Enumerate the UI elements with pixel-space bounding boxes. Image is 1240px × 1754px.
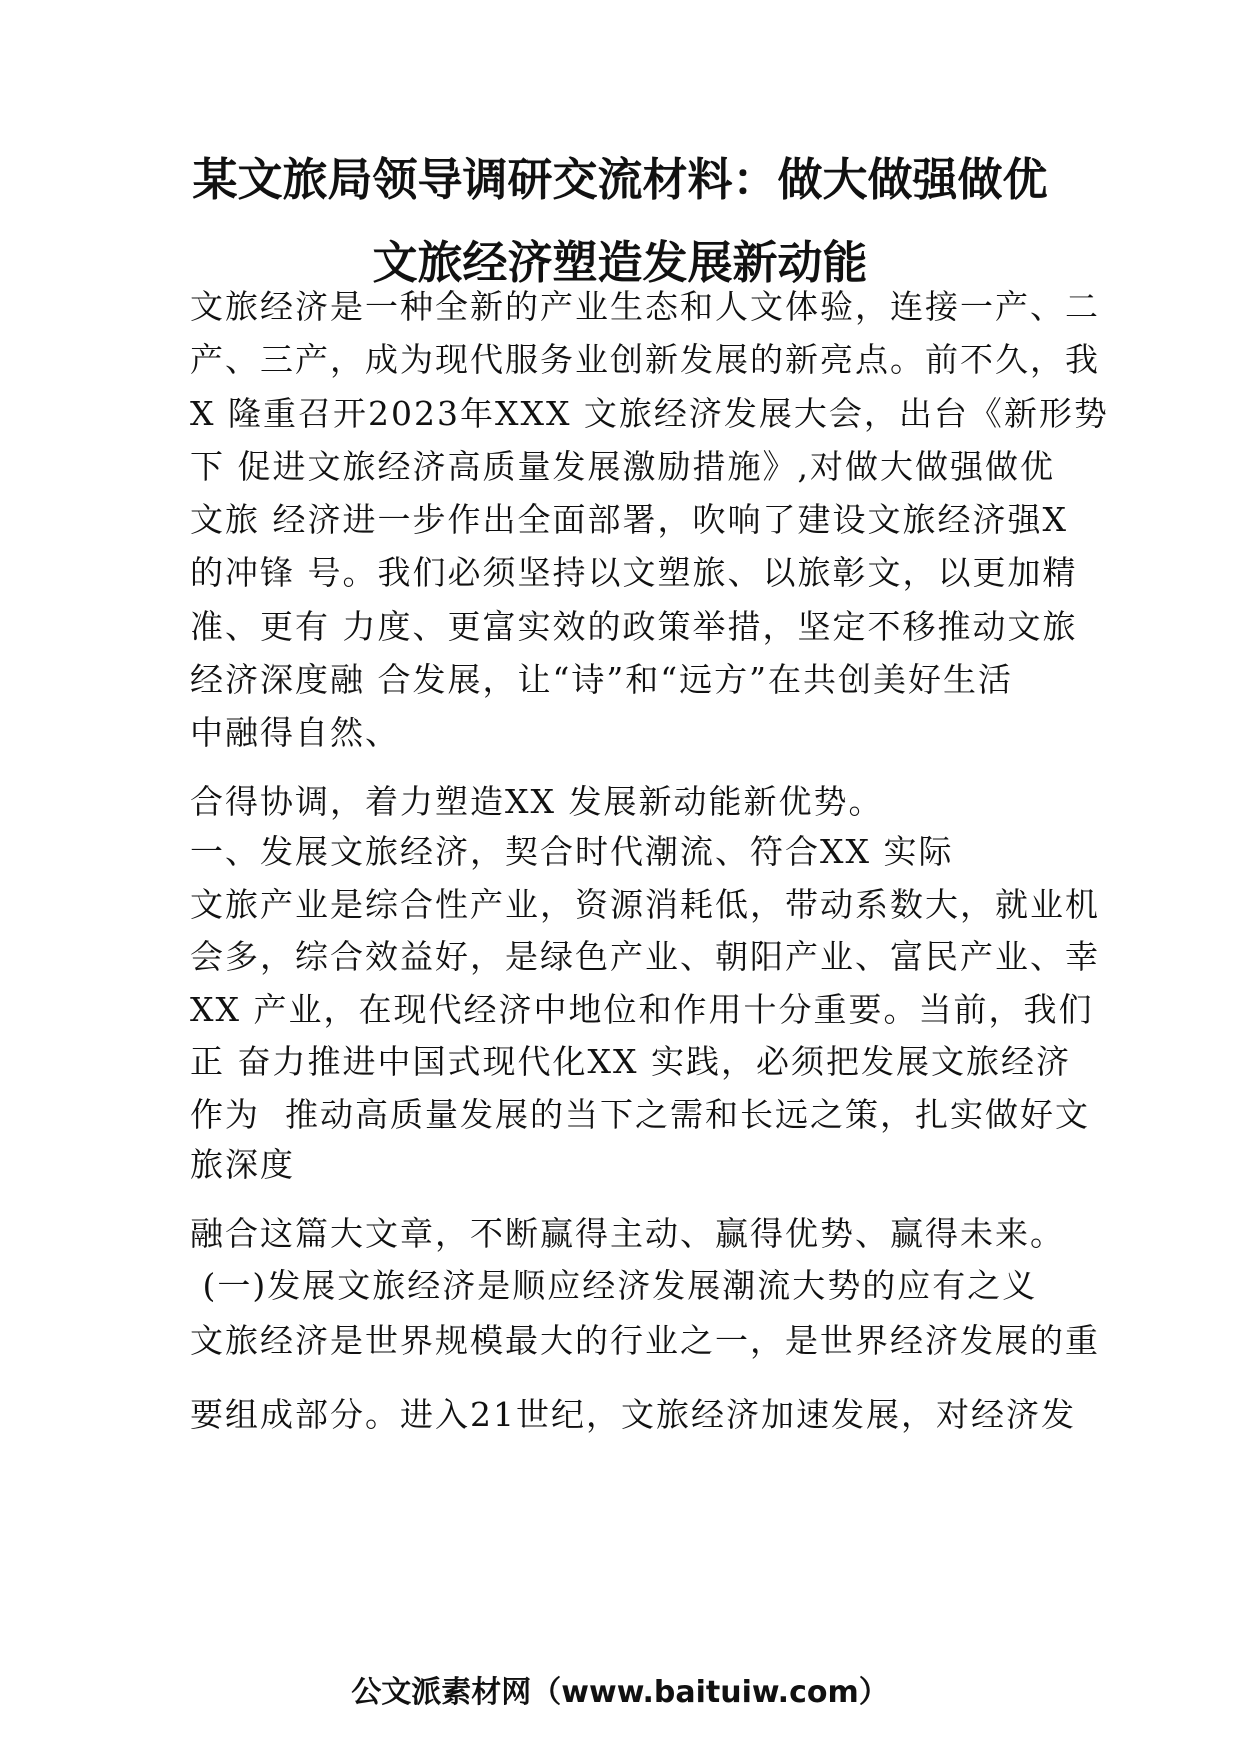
body-line: 经济深度融 合发展，让“诗”和“远方”在共创美好生活 — [190, 660, 1013, 699]
body-line: 中融得自然、 — [190, 713, 400, 752]
body-line: 作为 推动高质量发展的当下之需和长远之策，扎实做好文 — [190, 1095, 1090, 1134]
document-title-line-1: 某文旅局领导调研交流材料：做大做强做优 — [192, 153, 1048, 206]
document-title-line-2: 文旅经济塑造发展新动能 — [372, 236, 868, 289]
body-line: XX 产业，在现代经济中地位和作用十分重要。当前，我们 — [190, 990, 1094, 1029]
body-line: 会多，综合效益好，是绿色产业、朝阳产业、富民产业、幸 — [190, 937, 1100, 976]
body-line: 文旅经济是世界规模最大的行业之一，是世界经济发展的重 — [190, 1321, 1100, 1360]
body-line: 产、三产，成为现代服务业创新发展的新亮点。前不久，我 — [190, 340, 1100, 379]
body-line: 融合这篇大文章，不断赢得主动、赢得优势、赢得未来。 — [190, 1214, 1065, 1253]
body-line: 正 奋力推进中国式现代化XX 实践，必须把发展文旅经济 — [190, 1042, 1071, 1081]
body-line: X 隆重召开2023年XXX 文旅经济发展大会，出台《新形势 — [190, 394, 1109, 433]
footer-source: 公文派素材网（www.baituiw.com） — [351, 1675, 889, 1710]
subsection-heading: (一)发展文旅经济是顺应经济发展潮流大势的应有之义 — [190, 1266, 1038, 1305]
body-line: 下 促进文旅经济高质量发展激励措施》,对做大做强做优 — [190, 447, 1055, 486]
body-line: 文旅产业是综合性产业，资源消耗低，带动系数大，就业机 — [190, 885, 1100, 924]
body-line: 的冲锋 号。我们必须坚持以文塑旅、以旅彰文，以更加精 — [190, 553, 1078, 592]
body-line: 要组成部分。进入21世纪，文旅经济加速发展，对经济发 — [190, 1395, 1076, 1434]
section-heading: 一、发展文旅经济，契合时代潮流、符合XX 实际 — [190, 832, 954, 871]
body-line: 文旅 经济进一步作出全面部署，吹响了建设文旅经济强X — [190, 500, 1068, 539]
body-line: 旅深度 — [190, 1145, 295, 1184]
body-line: 文旅经济是一种全新的产业生态和人文体验，连接一产、二 — [190, 287, 1100, 326]
body-line: 合得协调，着力塑造XX 发展新动能新优势。 — [190, 782, 884, 821]
body-line: 准、更有 力度、更富实效的政策举措，坚定不移推动文旅 — [190, 607, 1078, 646]
